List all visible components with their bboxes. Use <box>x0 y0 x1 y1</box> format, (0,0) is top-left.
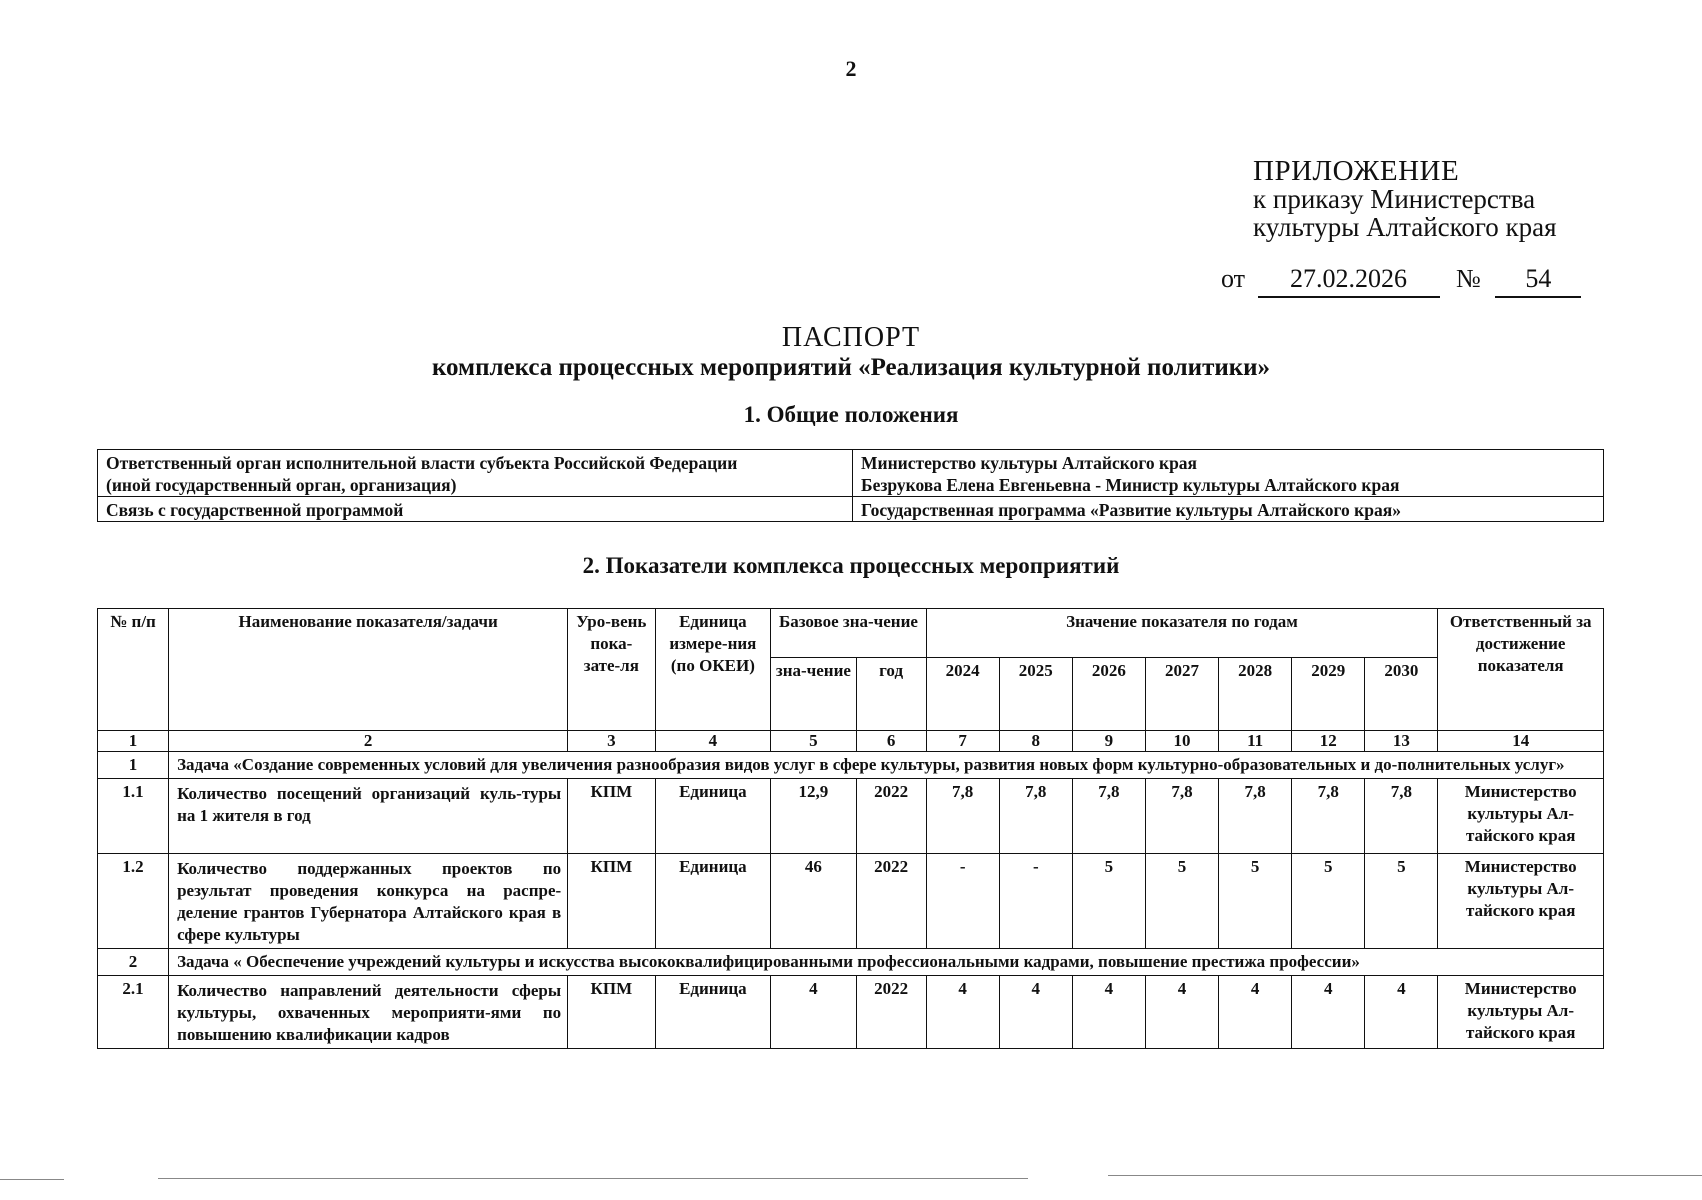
responsible: Министерство культуры Ал-тайского края <box>1438 779 1604 854</box>
table-header-row <box>98 609 1604 658</box>
task-row <box>98 949 1604 976</box>
program-link-label: Связь с государственной программой <box>98 497 853 522</box>
base-value: 4 <box>771 976 856 1049</box>
table-row <box>98 497 1604 522</box>
order-from-label: от <box>1221 264 1246 293</box>
header-base-value: зна-чение <box>771 658 856 731</box>
header-name: Наименование показателя/задачи <box>169 609 568 731</box>
year-value: 4 <box>999 976 1072 1049</box>
general-provisions-table <box>97 449 1604 522</box>
year-value: 4 <box>1365 976 1438 1049</box>
task-row <box>98 752 1604 779</box>
year-value: 7,8 <box>926 779 999 854</box>
indicator-name: Количество посещений организаций куль-туры на 1 жителя в год <box>169 779 568 854</box>
header-num: № п/п <box>98 609 169 731</box>
year-value: 7,8 <box>1292 779 1365 854</box>
base-year: 2022 <box>856 976 926 1049</box>
indicator-unit: Единица <box>655 854 771 949</box>
year-value: 5 <box>1365 854 1438 949</box>
row-num: 2.1 <box>98 976 169 1049</box>
column-number: 3 <box>568 731 655 752</box>
year-value: 7,8 <box>999 779 1072 854</box>
title-line-1: ПАСПОРТ <box>781 322 921 353</box>
table-row <box>98 779 1604 854</box>
year-value: 7,8 <box>1219 779 1292 854</box>
indicator-unit: Единица <box>655 779 771 854</box>
table-row <box>98 976 1604 1049</box>
year-value: 4 <box>926 976 999 1049</box>
year-value: - <box>926 854 999 949</box>
appendix-line-3: культуры Алтайского края <box>1253 212 1557 242</box>
year-value: 5 <box>1072 854 1145 949</box>
column-number: 1 <box>98 731 169 752</box>
year-value: 7,8 <box>1365 779 1438 854</box>
task-text: Задача « Обеспечение учреждений культуры и искусства высококвалифицированными профессиональными кадрами, повышение престижа профессии» <box>169 949 1604 976</box>
header-base: Базовое зна-чение <box>771 609 926 658</box>
title-line-2: комплекса процессных мероприятий «Реализация культурной политики» <box>431 354 1271 381</box>
responsible-body-label-line-2: (иной государственный орган, организация) <box>106 475 457 495</box>
document-title <box>0 322 1702 382</box>
table-row <box>98 854 1604 949</box>
column-number: 8 <box>999 731 1072 752</box>
header-unit: Единица измере-ния (по ОКЕИ) <box>655 609 771 731</box>
appendix-line-2: к приказу Министерства <box>1253 184 1536 214</box>
responsible: Министерство культуры Ал-тайского края <box>1438 854 1604 949</box>
order-number-label: № <box>1456 264 1481 293</box>
base-year: 2022 <box>856 779 926 854</box>
column-number: 10 <box>1145 731 1218 752</box>
column-number: 6 <box>856 731 926 752</box>
section-1-title: 1. Общие положения <box>743 402 959 427</box>
row-num: 1.2 <box>98 854 169 949</box>
column-number: 7 <box>926 731 999 752</box>
header-year: 2030 <box>1365 658 1438 731</box>
column-number: 5 <box>771 731 856 752</box>
task-text: Задача «Создание современных условий для увеличения разнообразия видов услуг в сфере культуры, развития новых форм культурно-образовательных и до-полнительных услуг» <box>169 752 1604 779</box>
header-year: 2028 <box>1219 658 1292 731</box>
year-value: 5 <box>1219 854 1292 949</box>
task-num: 2 <box>98 949 169 976</box>
scan-artifact-line <box>1108 1175 1702 1176</box>
order-line <box>1221 264 1581 298</box>
column-number: 11 <box>1219 731 1292 752</box>
column-number: 14 <box>1438 731 1604 752</box>
header-base-year: год <box>856 658 926 731</box>
header-year: 2024 <box>926 658 999 731</box>
table-cell <box>853 450 1604 497</box>
page-number: 2 <box>845 56 857 81</box>
order-date: 27.02.2026 <box>1258 264 1440 298</box>
appendix-heading: ПРИЛОЖЕНИЕ <box>1253 155 1460 187</box>
responsible-body-value-line-1: Министерство культуры Алтайского края <box>861 453 1198 473</box>
year-value: 4 <box>1219 976 1292 1049</box>
header-year: 2026 <box>1072 658 1145 731</box>
column-number: 2 <box>169 731 568 752</box>
table-row <box>98 450 1604 497</box>
year-value: 5 <box>1292 854 1365 949</box>
indicators-table <box>97 608 1604 1049</box>
appendix-block <box>1253 157 1557 241</box>
indicator-name: Количество поддержанных проектов по результат проведения конкурса на распре-деление грантов Губернатора Алтайского края в сфере культуры <box>169 854 568 949</box>
indicator-level: КПМ <box>568 854 655 949</box>
header-by-years: Значение показателя по годам <box>926 609 1438 658</box>
year-value: 7,8 <box>1145 779 1218 854</box>
task-num: 1 <box>98 752 169 779</box>
program-link-value: Государственная программа «Развитие культуры Алтайского края» <box>853 497 1604 522</box>
scan-artifact-line <box>158 1178 1028 1179</box>
base-year: 2022 <box>856 854 926 949</box>
column-number: 4 <box>655 731 771 752</box>
responsible-body-value-line-2: Безрукова Елена Евгеньевна - Министр культуры Алтайского края <box>861 475 1400 495</box>
responsible: Министерство культуры Ал-тайского края <box>1438 976 1604 1049</box>
section-2-title: 2. Показатели комплекса процессных мероприятий <box>582 553 1120 578</box>
column-number-row <box>98 731 1604 752</box>
indicator-level: КПМ <box>568 976 655 1049</box>
year-value: - <box>999 854 1072 949</box>
column-number: 12 <box>1292 731 1365 752</box>
table-cell <box>98 450 853 497</box>
base-value: 12,9 <box>771 779 856 854</box>
year-value: 4 <box>1145 976 1218 1049</box>
header-year: 2025 <box>999 658 1072 731</box>
indicator-name: Количество направлений деятельности сферы культуры, охваченных мероприяти-ями по повышению квалификации кадров <box>169 976 568 1049</box>
header-level: Уро-вень пока-зате-ля <box>568 609 655 731</box>
year-value: 7,8 <box>1072 779 1145 854</box>
column-number: 9 <box>1072 731 1145 752</box>
base-value: 46 <box>771 854 856 949</box>
responsible-body-label-line-1: Ответственный орган исполнительной власти субъекта Российской Федерации <box>106 453 738 473</box>
header-year: 2029 <box>1292 658 1365 731</box>
header-year: 2027 <box>1145 658 1218 731</box>
indicator-level: КПМ <box>568 779 655 854</box>
row-num: 1.1 <box>98 779 169 854</box>
year-value: 4 <box>1072 976 1145 1049</box>
indicator-unit: Единица <box>655 976 771 1049</box>
year-value: 4 <box>1292 976 1365 1049</box>
order-number: 54 <box>1495 264 1581 298</box>
column-number: 13 <box>1365 731 1438 752</box>
scan-artifact-line <box>0 1179 64 1180</box>
year-value: 5 <box>1145 854 1218 949</box>
header-responsible: Ответственный за достижение показателя <box>1438 609 1604 731</box>
